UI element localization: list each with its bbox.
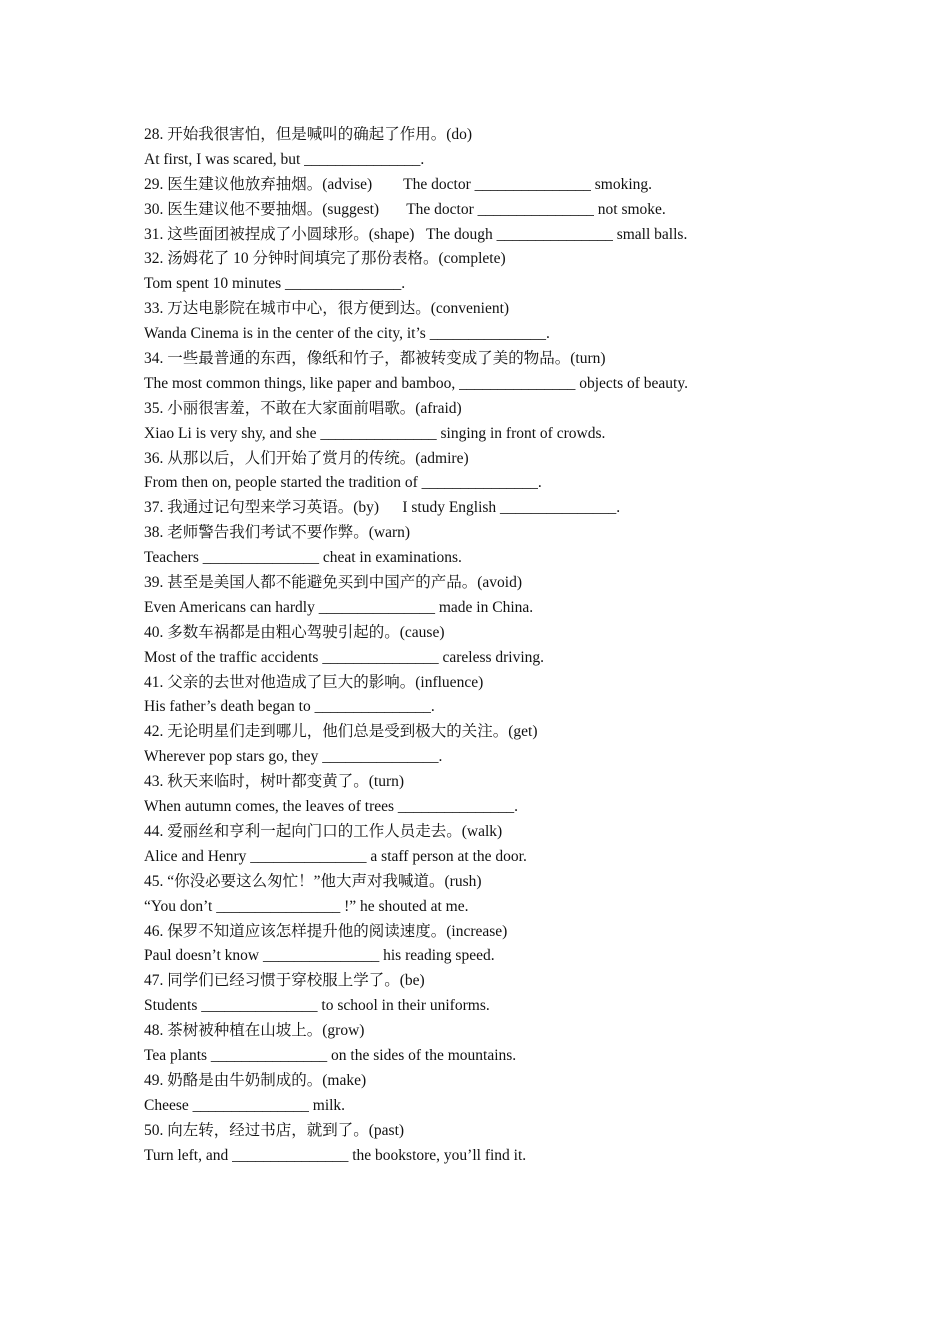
exercise-line: 42. 无论明星们走到哪儿，他们总是受到极大的关注。(get): [144, 723, 538, 741]
exercise-line: Most of the traffic accidents _______________ careless driving.: [144, 648, 545, 666]
exercise-line: At first, I was scared, but _______________.: [144, 150, 425, 168]
exercise-line: 47. 同学们已经习惯于穿校服上学了。(be): [144, 972, 425, 990]
exercise-line: Wherever pop stars go, they _______________.: [144, 748, 443, 766]
exercise-line: 34. 一些最普通的东西，像纸和竹子，都被转变成了美的物品。(turn): [144, 350, 606, 368]
exercise-line: 31. 这些面团被捏成了小圆球形。(shape) The dough _______________ small balls.: [144, 225, 688, 243]
exercise-line: When autumn comes, the leaves of trees _______________.: [144, 798, 519, 816]
exercise-line: From then on, people started the tradition of _______________.: [144, 474, 542, 492]
exercise-line: “You don’t ________________ !” he shouted at me.: [144, 897, 469, 915]
exercise-line: Alice and Henry _______________ a staff person at the door.: [144, 847, 527, 865]
exercise-line: 37. 我通过记句型来学习英语。(by) I study English _______________.: [144, 499, 621, 517]
exercise-line: Turn left, and _______________ the bookstore, you’ll find it.: [144, 1146, 527, 1164]
exercise-line: 29. 医生建议他放弃抽烟。(advise) The doctor _______________ smoking.: [144, 175, 653, 193]
exercise-line: 33. 万达电影院在城市中心，很方便到达。(convenient): [144, 300, 510, 318]
exercise-line: 36. 从那以后，人们开始了赏月的传统。(admire): [144, 449, 469, 467]
exercise-line: Cheese _______________ milk.: [144, 1096, 346, 1114]
exercise-line: 39. 甚至是美国人都不能避免买到中国产的产品。(avoid): [144, 574, 523, 592]
exercise-line: Tom spent 10 minutes _______________.: [144, 275, 406, 293]
exercise-line: 44. 爱丽丝和亨利一起向门口的工作人员走去。(walk): [144, 822, 503, 840]
exercise-line: 32. 汤姆花了 10 分钟时间填完了那份表格。(complete): [144, 250, 506, 268]
exercise-line: 28. 开始我很害怕，但是喊叫的确起了作用。(do): [144, 126, 473, 143]
exercise-line: The most common things, like paper and bamboo, _______________ objects of beauty.: [144, 374, 688, 392]
exercise-line: 41. 父亲的去世对他造成了巨大的影响。(influence): [144, 673, 484, 691]
exercise-line: Tea plants _______________ on the sides of the mountains.: [144, 1046, 517, 1064]
exercise-list: [144, 123, 844, 1168]
exercise-line: Xiao Li is very shy, and she _______________ singing in front of crowds.: [144, 424, 606, 442]
exercise-line: Paul doesn’t know _______________ his reading speed.: [144, 947, 495, 965]
exercise-line: Wanda Cinema is in the center of the city, it’s _______________.: [144, 325, 550, 343]
exercise-line: 50. 向左转，经过书店，就到了。(past): [144, 1121, 405, 1139]
exercise-line: 35. 小丽很害羞，不敢在大家面前唱歌。(afraid): [144, 399, 462, 417]
exercise-line: 38. 老师警告我们考试不要作弊。(warn): [144, 524, 411, 542]
exercise-line: 30. 医生建议他不要抽烟。(suggest) The doctor _______________ not smoke.: [144, 200, 666, 218]
exercise-line: 43. 秋天来临时，树叶都变黄了。(turn): [144, 773, 405, 791]
exercise-line: 48. 茶树被种植在山坡上。(grow): [144, 1022, 365, 1040]
exercise-line: Students _______________ to school in their uniforms.: [144, 997, 490, 1015]
exercise-line: Teachers _______________ cheat in examinations.: [144, 549, 462, 567]
exercise-line: 49. 奶酪是由牛奶制成的。(make): [144, 1071, 367, 1089]
exercise-line: His father’s death began to _______________.: [144, 698, 435, 716]
exercise-line: Even Americans can hardly _______________ made in China.: [144, 598, 534, 616]
exercise-line: 40. 多数车祸都是由粗心驾驶引起的。(cause): [144, 623, 445, 641]
exercise-line: 45. “你没必要这么匆忙！”他大声对我喊道。(rush): [144, 872, 482, 890]
exercise-line: 46. 保罗不知道应该怎样提升他的阅读速度。(increase): [144, 922, 508, 940]
